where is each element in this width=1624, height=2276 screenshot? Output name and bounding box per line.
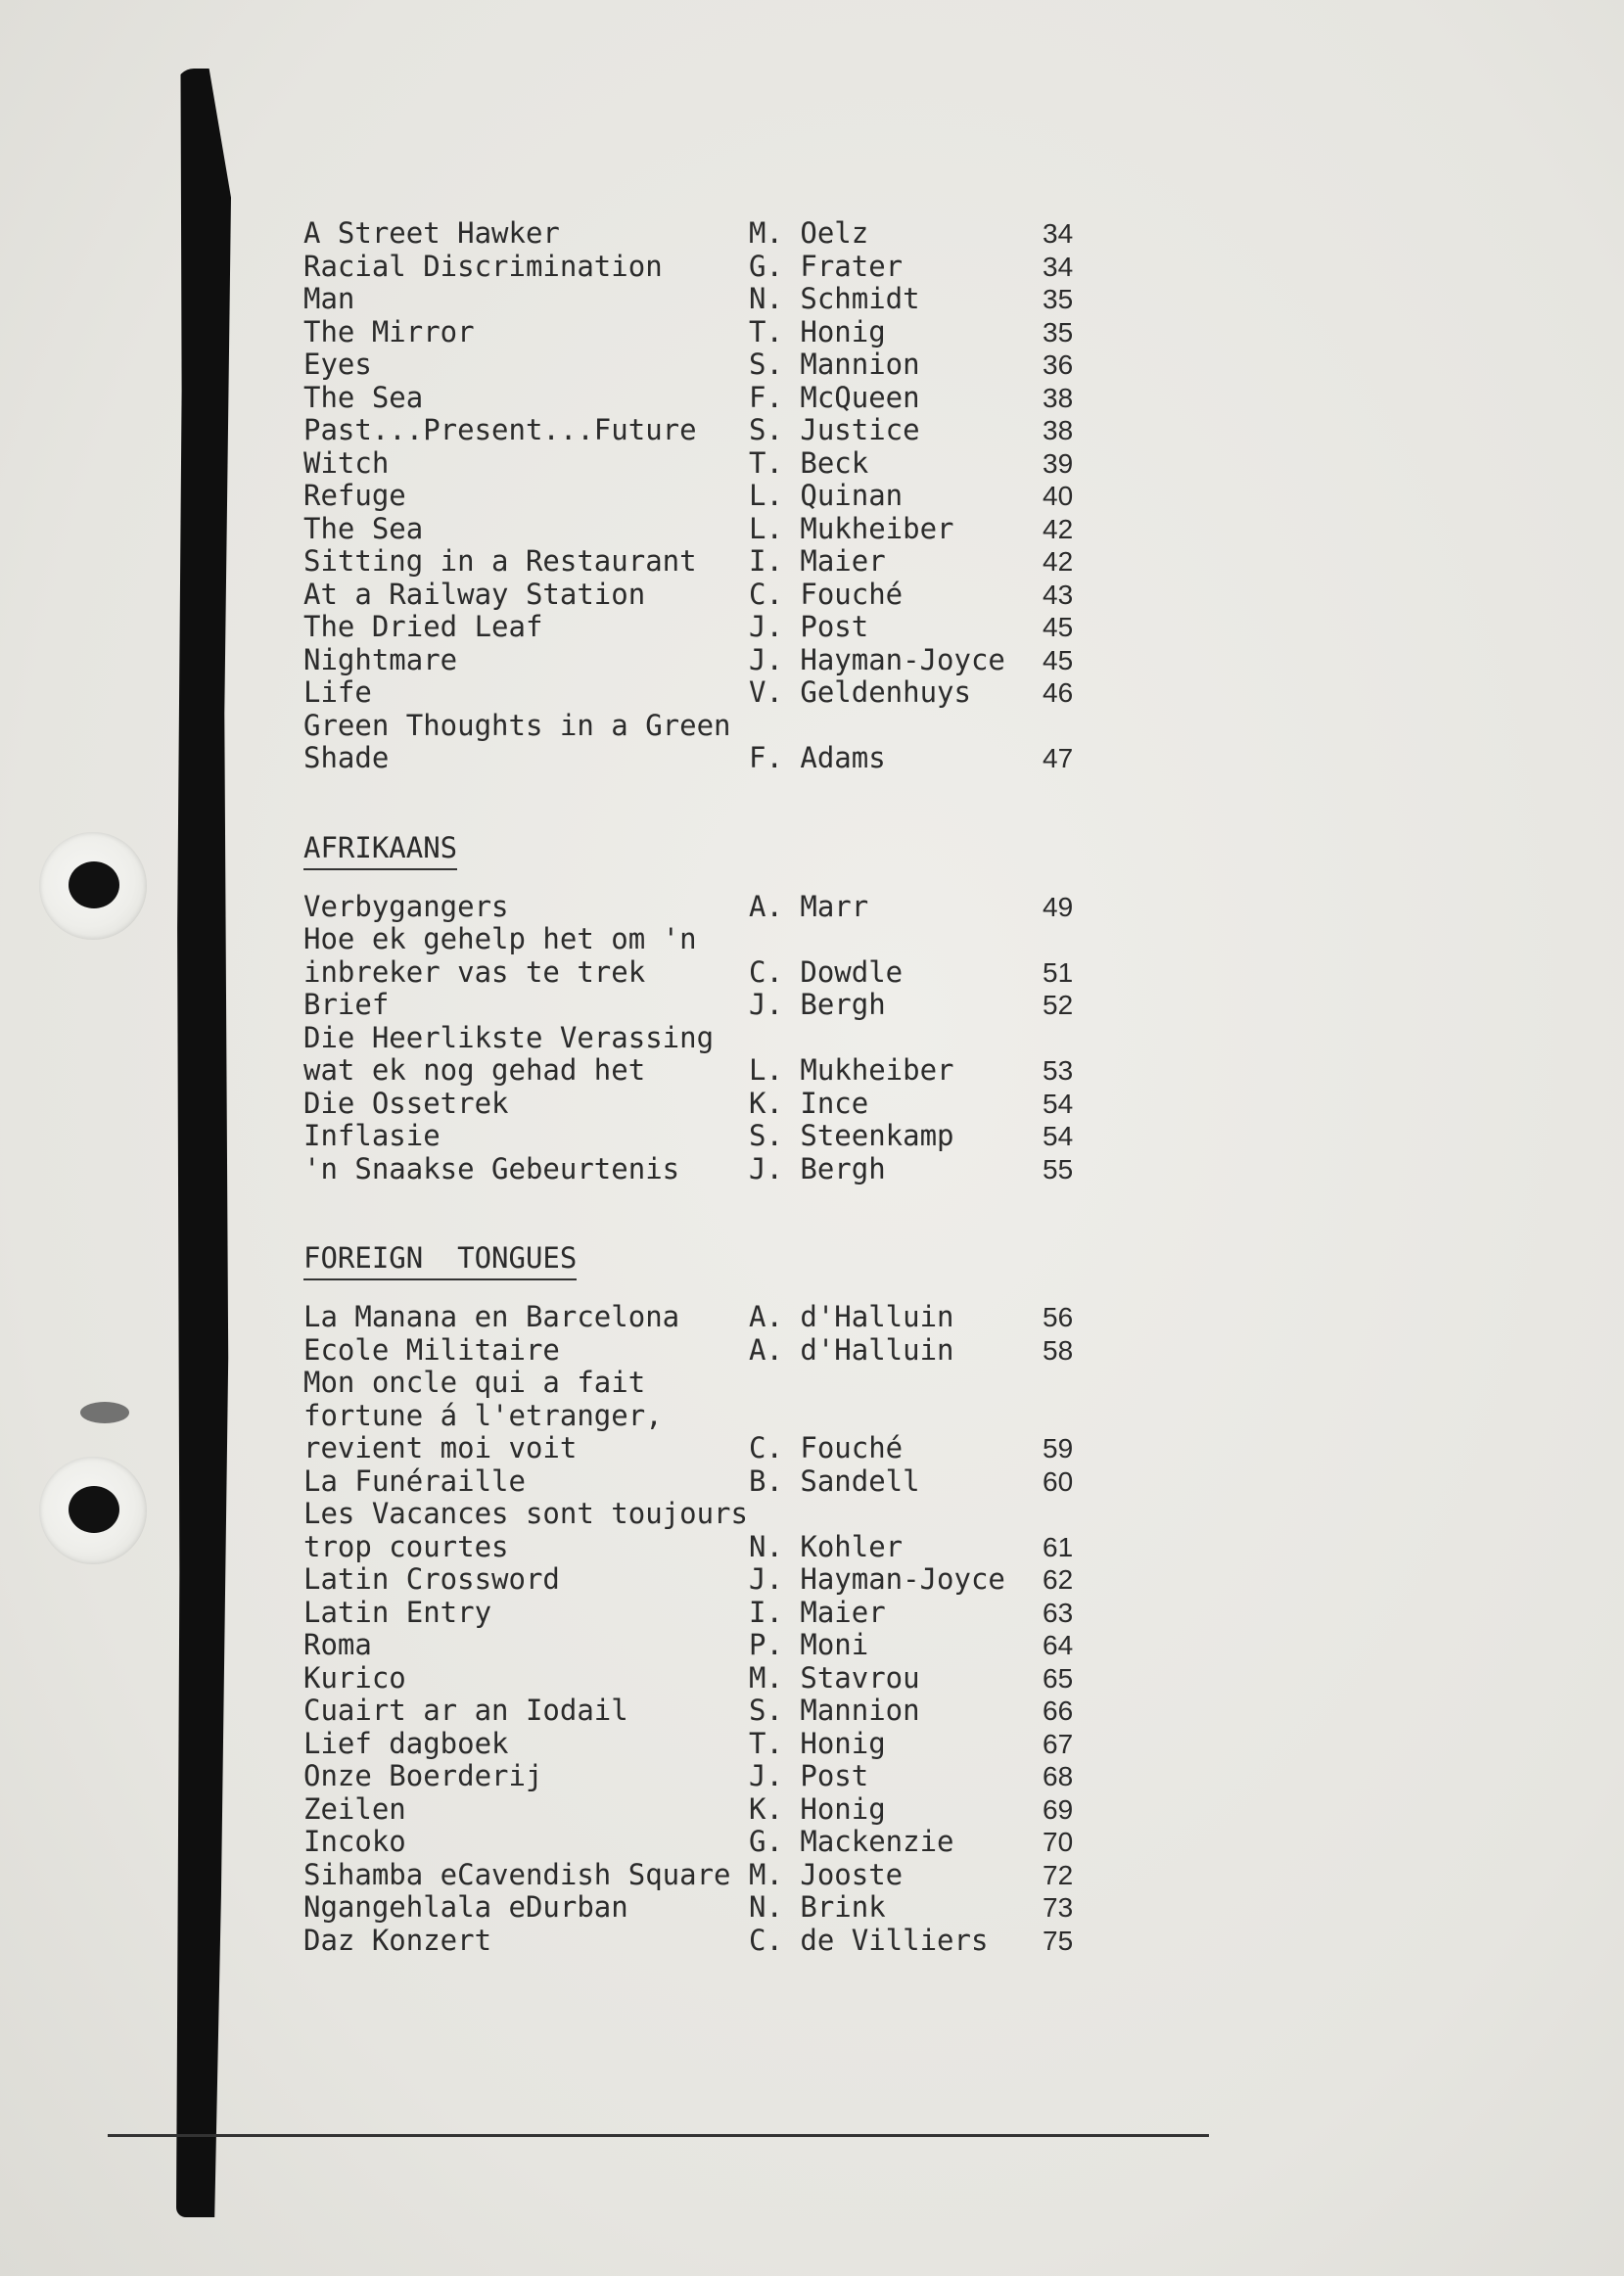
toc-title: Die Heerlikste Verassing — [303, 1020, 715, 1054]
toc-title: Nightmare — [303, 642, 458, 676]
toc-title: fortune á l'etranger, — [303, 1398, 663, 1432]
toc-author: I. Maier — [749, 544, 886, 578]
toc-row — [303, 1760, 1106, 1793]
toc-title: Kurico — [303, 1660, 406, 1695]
toc-page: 55 — [1043, 1153, 1074, 1184]
toc-author: V. Geldenhuys — [749, 675, 971, 709]
toc-page: 75 — [1043, 1925, 1074, 1956]
toc-page: 40 — [1043, 481, 1074, 511]
toc-page: 59 — [1043, 1433, 1074, 1463]
toc-author: J. Hayman-Joyce — [749, 642, 1005, 676]
toc-row — [303, 1826, 1106, 1859]
toc-row — [303, 1662, 1106, 1695]
toc-author: B. Sandell — [749, 1463, 920, 1498]
punch-hole-top — [39, 832, 147, 940]
toc-page: 42 — [1043, 513, 1074, 544]
toc-row — [303, 891, 1106, 924]
toc-author: K. Honig — [749, 1791, 886, 1826]
toc-author: T. Honig — [749, 1726, 886, 1760]
toc-row — [303, 1531, 1106, 1564]
toc-page: 72 — [1043, 1859, 1074, 1890]
toc-author: T. Beck — [749, 445, 869, 480]
toc-author: C. Dowdle — [749, 954, 904, 989]
toc-title: The Sea — [303, 511, 424, 545]
toc-row — [303, 447, 1106, 481]
toc-title: Daz Konzert — [303, 1923, 492, 1957]
toc-page: 39 — [1043, 447, 1074, 479]
toc-title: Life — [303, 675, 372, 709]
toc-author: C. Fouché — [749, 1431, 904, 1464]
toc-title: The Mirror — [303, 314, 475, 348]
toc-author: N. Kohler — [749, 1529, 904, 1563]
toc-page: 47 — [1043, 743, 1074, 773]
toc-author: L. Mukheiber — [749, 511, 954, 545]
toc-author: M. Jooste — [749, 1857, 904, 1891]
toc-author: K. Ince — [749, 1086, 869, 1120]
toc-page: 69 — [1043, 1793, 1074, 1825]
toc-author: T. Honig — [749, 314, 886, 348]
toc-title: Man — [303, 282, 355, 315]
toc-row — [303, 1891, 1106, 1925]
toc-row — [303, 1367, 1106, 1400]
toc-title: Verbygangers — [303, 889, 509, 923]
toc-title: Incoko — [303, 1825, 406, 1858]
toc-page: 34 — [1043, 251, 1074, 282]
section-heading-afrikaans: AFRIKAANS — [303, 824, 1106, 871]
toc-title: Die Ossetrek — [303, 1086, 509, 1120]
toc-author: F. McQueen — [749, 380, 920, 414]
toc-row — [303, 1695, 1106, 1728]
toc-title: Onze Boerderij — [303, 1759, 543, 1792]
toc-author: S. Mannion — [749, 1694, 920, 1727]
toc-author: C. de Villiers — [749, 1923, 989, 1957]
toc-row — [303, 742, 1106, 775]
toc-page: 38 — [1043, 382, 1074, 413]
toc-row — [303, 1088, 1106, 1121]
toc-title: Inflasie — [303, 1119, 441, 1152]
toc-page: 56 — [1043, 1302, 1074, 1332]
toc-row — [303, 1400, 1106, 1433]
toc-page: 45 — [1043, 612, 1074, 642]
toc-page: 63 — [1043, 1597, 1074, 1628]
toc-page: 64 — [1043, 1630, 1074, 1660]
toc-page: 52 — [1043, 990, 1074, 1020]
toc-page: 60 — [1043, 1465, 1074, 1497]
toc-row — [303, 989, 1106, 1022]
toc-author: M. Stavrou — [749, 1660, 920, 1695]
toc-title: Mon oncle qui a fait — [303, 1366, 646, 1399]
toc-row — [303, 1432, 1106, 1465]
toc-row — [303, 676, 1106, 710]
toc-row — [303, 251, 1106, 284]
toc-title: Sitting in a Restaurant — [303, 544, 697, 578]
toc-title: Les Vacances sont toujours — [303, 1497, 748, 1530]
toc-title: Ngangehlala eDurban — [303, 1890, 628, 1924]
section-heading-foreign-tongues: FOREIGN TONGUES — [303, 1234, 1106, 1281]
toc-title: revient moi voit — [303, 1431, 578, 1464]
toc-page: 62 — [1043, 1564, 1074, 1595]
toc-row — [303, 283, 1106, 316]
toc-author: J. Bergh — [749, 988, 886, 1021]
toc-author: L. Mukheiber — [749, 1053, 954, 1087]
toc-title: wat ek nog gehad het — [303, 1053, 646, 1087]
section-foreign-tongues-entries — [303, 1301, 1106, 1957]
toc-row — [303, 513, 1106, 546]
toc-author: J. Bergh — [749, 1151, 886, 1185]
toc-author: A. d'Halluin — [749, 1332, 954, 1367]
toc-title: Cuairt ar an Iodail — [303, 1694, 628, 1727]
toc-author: N. Schmidt — [749, 282, 920, 315]
toc-page: 43 — [1043, 579, 1074, 610]
toc-row — [303, 1793, 1106, 1827]
toc-row — [303, 579, 1106, 612]
toc-row — [303, 1334, 1106, 1368]
toc-row — [303, 217, 1106, 251]
toc-author: M. Oelz — [749, 216, 869, 250]
toc-title: At a Railway Station — [303, 577, 646, 611]
toc-author: S. Mannion — [749, 348, 920, 381]
toc-page: 68 — [1043, 1761, 1074, 1791]
table-of-contents — [303, 217, 1106, 1957]
toc-row — [303, 316, 1106, 349]
toc-row — [303, 956, 1106, 990]
toc-author: J. Hayman-Joyce — [749, 1562, 1005, 1596]
toc-row — [303, 1022, 1106, 1055]
toc-author: G. Frater — [749, 249, 904, 283]
toc-title: Zeilen — [303, 1791, 406, 1826]
toc-page: 36 — [1043, 349, 1074, 380]
toc-author: N. Brink — [749, 1890, 886, 1924]
toc-title: Shade — [303, 741, 390, 774]
toc-row — [303, 611, 1106, 644]
toc-author: A. d'Halluin — [749, 1300, 954, 1333]
toc-row — [303, 1859, 1106, 1892]
toc-row — [303, 644, 1106, 677]
toc-page: 35 — [1043, 284, 1074, 314]
toc-row — [303, 382, 1106, 415]
toc-author: S. Justice — [749, 413, 920, 446]
toc-row — [303, 1301, 1106, 1334]
toc-page: 38 — [1043, 415, 1074, 445]
toc-page: 67 — [1043, 1728, 1074, 1759]
toc-row — [303, 710, 1106, 743]
toc-title: La Manana en Barcelona — [303, 1300, 680, 1333]
toc-author: A. Marr — [749, 889, 869, 923]
toc-row — [303, 1728, 1106, 1761]
toc-author: L. Quinan — [749, 479, 904, 512]
toc-row — [303, 1054, 1106, 1088]
section-afrikaans-entries — [303, 891, 1106, 1186]
toc-page: 54 — [1043, 1088, 1074, 1119]
toc-title: Racial Discrimination — [303, 249, 663, 283]
toc-author: J. Post — [749, 610, 869, 643]
toc-title: A Street Hawker — [303, 216, 560, 250]
section-english-entries — [303, 217, 1106, 775]
toc-title: Latin Entry — [303, 1595, 492, 1629]
toc-title: Roma — [303, 1628, 372, 1661]
toc-row — [303, 1465, 1106, 1499]
toc-title: Hoe ek gehelp het om 'n — [303, 922, 697, 955]
toc-row — [303, 923, 1106, 956]
toc-row — [303, 414, 1106, 447]
toc-title: Refuge — [303, 479, 406, 512]
toc-title: La Funéraille — [303, 1463, 526, 1498]
toc-page: 53 — [1043, 1055, 1074, 1086]
toc-title: Eyes — [303, 348, 372, 381]
toc-author: C. Fouché — [749, 577, 904, 611]
toc-author: G. Mackenzie — [749, 1825, 954, 1858]
toc-page: 45 — [1043, 644, 1074, 675]
toc-page: 73 — [1043, 1892, 1074, 1923]
toc-title: 'n Snaakse Gebeurtenis — [303, 1151, 680, 1185]
toc-row — [303, 1120, 1106, 1153]
toc-title: The Sea — [303, 380, 424, 414]
toc-title: Ecole Militaire — [303, 1332, 560, 1367]
punch-hole-bottom — [39, 1457, 147, 1564]
toc-page: 70 — [1043, 1827, 1074, 1857]
toc-page: 49 — [1043, 891, 1074, 922]
toc-page: 46 — [1043, 677, 1074, 708]
toc-title: inbreker vas te trek — [303, 954, 646, 989]
toc-author: S. Steenkamp — [749, 1119, 954, 1152]
toc-title: Past...Present...Future — [303, 413, 697, 446]
toc-row — [303, 1563, 1106, 1597]
toc-title: Green Thoughts in a Green — [303, 708, 731, 742]
toc-row — [303, 480, 1106, 513]
toc-row — [303, 1498, 1106, 1531]
toc-page: 65 — [1043, 1662, 1074, 1694]
toc-author: I. Maier — [749, 1595, 886, 1629]
toc-title: Lief dagboek — [303, 1726, 509, 1760]
toc-title: Witch — [303, 445, 390, 480]
toc-row — [303, 348, 1106, 382]
toc-author: F. Adams — [749, 741, 886, 774]
toc-title: Latin Crossword — [303, 1562, 560, 1596]
toc-page: 66 — [1043, 1695, 1074, 1726]
toc-row — [303, 1153, 1106, 1186]
toc-page: 54 — [1043, 1121, 1074, 1151]
toc-author: J. Post — [749, 1759, 869, 1792]
toc-row — [303, 545, 1106, 579]
toc-page: 61 — [1043, 1531, 1074, 1562]
toc-page: 51 — [1043, 956, 1074, 988]
toc-title: Brief — [303, 988, 390, 1021]
toc-page: 34 — [1043, 218, 1074, 249]
toc-author: P. Moni — [749, 1628, 869, 1661]
ink-smudge — [80, 1402, 129, 1423]
toc-page: 58 — [1043, 1334, 1074, 1366]
toc-title: trop courtes — [303, 1529, 509, 1563]
toc-title: Sihamba eCavendish Square — [303, 1857, 731, 1891]
toc-page: 42 — [1043, 546, 1074, 577]
toc-page: 35 — [1043, 316, 1074, 348]
toc-title: The Dried Leaf — [303, 610, 543, 643]
toc-row — [303, 1597, 1106, 1630]
bottom-rule — [108, 2134, 1209, 2137]
toc-row — [303, 1925, 1106, 1958]
toc-row — [303, 1629, 1106, 1662]
